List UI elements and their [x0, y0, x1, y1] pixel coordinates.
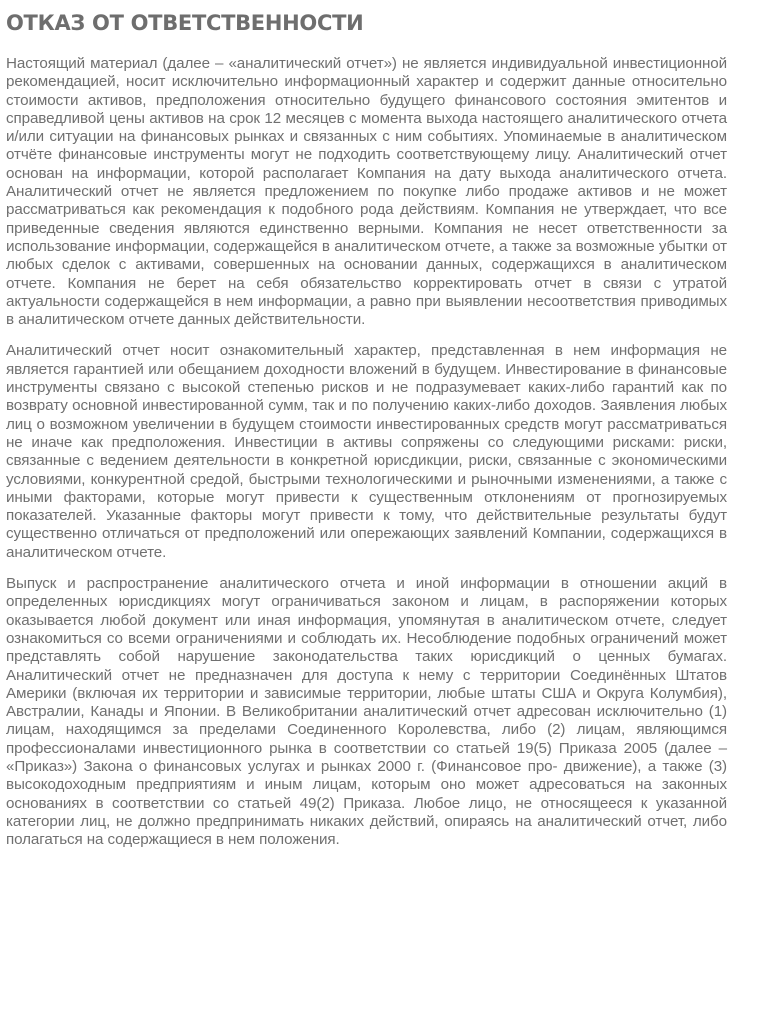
disclaimer-paragraph-2: Аналитический отчет носит ознакомительный характер, представленная в нем информация не является гарантией или обещанием доходности вложений в будущем. Инвестирование в финансовые инструменты связано с высокой степенью рисков и не подразумевает каких-либо гарантий как по возврату основной инвестированной сумм, так и по получению каких-либо доходов. Заявления любых лиц о возможном увеличении в будущем стоимости инвестированных средств могут рассматриваться не иначе как предположения. Инвестиции в активы сопряжены со следующими рисками: риски, связанные с ведением деятельности в конкретной юрисдикции, риски, связанные с экономическими условиями, конкурентной средой, быстрыми технологическими и рыночными изменениями, а также с иными факторами, которые могут привести к существенным отклонениям от прогнозируемых показателей. Указанные факторы могут привести к тому, что действительные результаты будут существенно отличаться от предположений или опережающих заявлений Компании, содержащихся в аналитическом отчете. [6, 342, 727, 561]
disclaimer-document [6, 0, 727, 849]
disclaimer-paragraph-3: Выпуск и распространение аналитического отчета и иной информации в отношении акций в определенных юрисдикциях могут ограничиваться законом и лицам, в распоряжении которых оказывается любой документ или иная информация, упомянутая в аналитическом отчете, следует ознакомиться со всеми ограничениями и соблюдать их. Несоблюдение подобных ограничений может представлять собой нарушение законодательства таких юрисдикций о ценных бумагах. Аналитический отчет не предназначен для доступа к нему с территории Соединённых Штатов Америки (включая их территории и зависимые территории, любые штаты США и Округа Колумбия), Австралии, Канады и Японии. В Великобритании аналитический отчет адресован исключительно (1) лицам, находящимся за пределами Соединенного Королевства, либо (2) лицам, являющимся профессионалами инвестиционного рынка в соответствии со статьей 19(5) Приказа 2005 (далее – «Приказ») Закона о финансовых услугах и рынках 2000 г. (Финансовое про- движение), а также (3) высокодоходным предприятиям и иным лицам, которым оно может адресоваться на законных основаниях в соответствии со статьей 49(2) Приказа. Любое лицо, не относящееся к указанной категории лиц, не должно предпринимать никаких действий, опираясь на аналитический отчет, либо полагаться на содержащиеся в нем положения. [6, 575, 727, 849]
page-title: ОТКАЗ ОТ ОТВЕТСТВЕННОСТИ [6, 11, 364, 35]
disclaimer-paragraph-1: Настоящий материал (далее – «аналитический отчет») не является индивидуальной инвестиционной рекомендацией, носит исключительно информационный характер и содержит данные относительно стоимости активов, предположения относительно будущего финансового состояния эмитентов и справедливой цены активов на срок 12 месяцев с момента выхода настоящего аналитического отчета и/или ситуации на финансовых рынках и связанных с ним событиях. Упоминаемые в аналитическом отчёте финансовые инструменты могут не подходить соответствующему лицу. Аналитический отчет основан на информации, которой располагает Компания на дату выхода аналитического отчета. Аналитический отчет не является предложением по покупке либо продаже активов и не может рассматриваться как рекомендация к подобного рода действиям. Компания не утверждает, что все приведенные сведения являются единственно верными. Компания не несет ответственности за использование информации, содержащейся в аналитическом отчете, а также за возможные убытки от любых сделок с активами, совершенных на основании данных, содержащихся в аналитическом отчете. Компания не берет на себя обязательство корректировать отчет в связи с утратой актуальности содержащейся в нем информации, а равно при выявлении несоответствия приводимых в аналитическом отчете данных действительности. [6, 55, 727, 329]
